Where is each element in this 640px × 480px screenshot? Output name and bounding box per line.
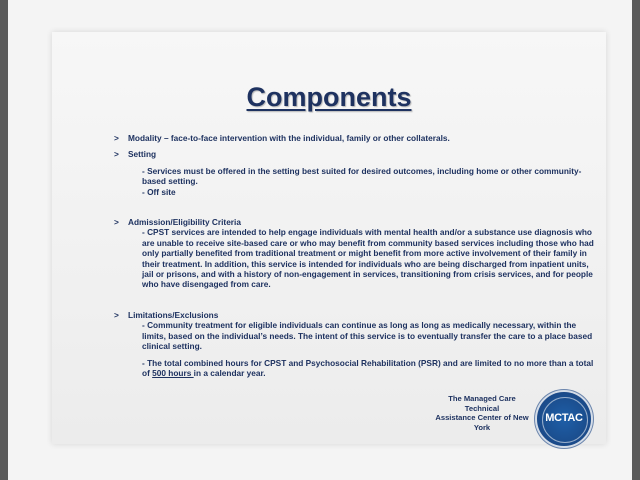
bullet-marker: >: [114, 149, 119, 160]
bullet-marker: >: [114, 309, 119, 320]
slide: [52, 32, 606, 444]
presentation-frame: [8, 0, 632, 480]
limitations-sub-2: [142, 358, 594, 379]
slide-content: [114, 133, 594, 378]
bullet-text: Modality – face-to-face intervention with the individual, family or other collaterals.: [128, 133, 450, 143]
setting-sub-1: - Services must be offered in the setting best suited for desired outcomes, including home or other community-based setting.: [142, 165, 582, 187]
bullet-setting: [114, 149, 594, 159]
bullet-admission: [114, 217, 594, 227]
setting-sub-2: - Off site: [142, 186, 176, 197]
bullet-marker: >: [114, 217, 119, 228]
logo-text: MCTAC: [545, 412, 583, 424]
mctac-logo: [537, 392, 591, 446]
footer-line-1: The Managed Care Technical: [448, 394, 516, 413]
limitations-sub-2-post: in a calendar year.: [193, 367, 266, 378]
bullet-label: Setting: [128, 149, 157, 160]
footer-org-name: [432, 394, 532, 432]
slide-title: Components: [246, 82, 412, 112]
limitations-sub-1: - Community treatment for eligible individuals can continue as long as long as medically necessary, within the limits, based on the individual’s needs. The intent of this service is to eventually transfer the care to a place based clinical setting.: [142, 320, 593, 352]
bullet-marker: >: [114, 133, 119, 143]
bullet-label: Admission/Eligibility Criteria: [128, 217, 241, 228]
footer-line-2: Assistance Center of New York: [435, 413, 529, 432]
admission-sub-1: - CPST services are intended to help engage individuals with mental health and/or a substance use diagnosis who are unable to receive site-based care or who may benefit from community based services including those who had only partially benefited from traditional treatment or might benefit from more active involvement of their family in their treatment. In addition, this service is intended for individuals who are being discharged from inpatient units, jail or prisons, and with a history of non-engagement in services, transitioning from crisis services, and for people who have disengaged from care.: [142, 227, 594, 290]
hours-limit: 500 hours: [152, 367, 194, 378]
limitations-sub-2-pre: - The total combined hours for CPST and Psychosocial Rehabilitation (PSR) and are limited to no more than a total of: [142, 357, 594, 378]
bullet-label: Limitations/Exclusions: [128, 309, 219, 320]
bullet-limitations: [114, 310, 594, 320]
bullet-modality: [114, 133, 594, 143]
